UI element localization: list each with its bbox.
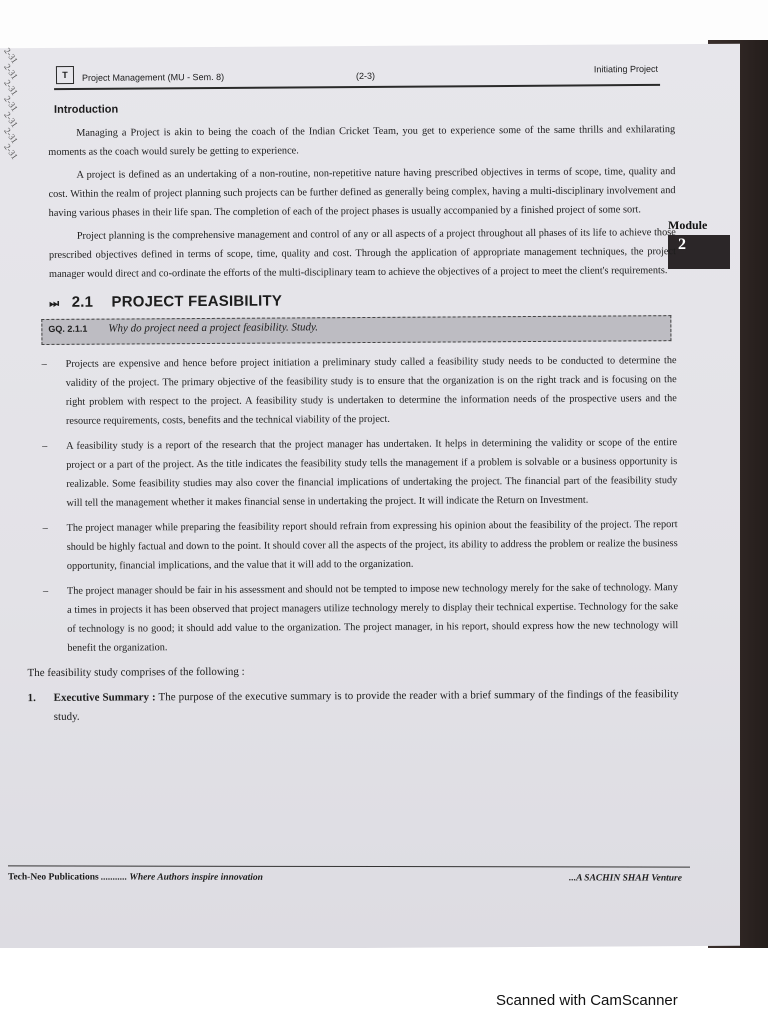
intro-paragraph: A project is defined as an undertaking of a non-routine, non-repetitive nature having prescribed objectives in terms of scope, time, quality and cost. Within the realm of project planning such projects can be further defined as generally being complex, having a multi-disciplinary involvement and having various phases in their life span. The completion of each of the project phases is usually accompanied by a finished project of some sort. xyxy=(48,166,676,219)
list-item-text: A feasibility study is a report of the research that the project manager has undertaken. It helps in determining the validity or scope of the entire project or a part of the project. As the title indicates the feasibility study tells the management if a problem is solvable or a business opportunity is realizable. Some feasibility studies may also cover the financial implications of undertaking the project. The financial part of the feasibility study will tell the management whether it makes financial sense in undertaking the project. It will indicate the Return on Investment. xyxy=(66,437,678,509)
item-number: 1. xyxy=(27,692,36,705)
intro-paragraph: Project planning is the comprehensive management and control of any or all aspects of a project throughout all phases of its life to achieve those prescribed objectives defined in terms of scope, time, quality and cost. Through the application of appropriate management techniques, the project manager would direct and co-ordinate the efforts of the multi-disciplinary team to achieve the objectives of a project to meet the client's requirements. xyxy=(48,227,676,280)
footer-right: ...A SACHIN SHAH Venture xyxy=(568,873,682,884)
section-title: PROJECT FEASIBILITY xyxy=(111,292,283,311)
dash-bullet: – xyxy=(42,440,48,452)
left-margin-fragments xyxy=(0,46,22,346)
footer-left xyxy=(8,872,263,882)
margin-fragment: 2-31 xyxy=(2,109,20,130)
camscanner-watermark: Scanned with CamScanner xyxy=(496,992,678,1009)
footer-brand: Tech-Neo Publications xyxy=(7,872,99,883)
item-text: The purpose of the executive summary is to provide the reader with a brief summary of the findings of the feasibility study. xyxy=(53,688,679,723)
page-content xyxy=(27,100,679,727)
comprises-line: The feasibility study comprises of the following : xyxy=(27,665,245,680)
guided-question-box xyxy=(41,315,671,345)
numbered-item xyxy=(28,685,679,727)
list-item xyxy=(42,351,677,431)
intro-heading: Introduction xyxy=(53,103,119,116)
margin-fragment: 2-31 xyxy=(2,141,20,162)
list-item xyxy=(43,578,678,658)
margin-fragment: 2-31 xyxy=(2,125,20,146)
margin-fragment: 2-31 xyxy=(2,77,20,98)
header-page-number: (2-3) xyxy=(355,70,376,82)
item-label: Executive Summary : xyxy=(53,691,156,704)
module-number: 2 xyxy=(668,235,730,269)
footer-tagline: Where Authors inspire innovation xyxy=(129,872,263,883)
question-text: Why do project need a project feasibility. Study. xyxy=(108,321,319,335)
skip-arrow-icon: ⏭ xyxy=(49,297,60,310)
scan-bottom-margin xyxy=(0,948,768,1024)
module-label: Module xyxy=(668,218,708,232)
margin-fragment: 2-31 xyxy=(2,93,20,114)
margin-fragment: 2-31 xyxy=(2,61,20,82)
section-number: 2.1 xyxy=(71,293,94,311)
module-tab xyxy=(668,218,734,269)
list-item-text: Projects are expensive and hence before project initiation a preliminary study called a feasibility study needs to be conducted to determine the validity of the project. The primary objective of the feasibility study is to ensure that the organization is on the right track and is focusing on the right problem with respect to the project. A feasibility study is undertaken to determine the information needs of the prospective users and the resource requirements, costs, benefits and the technical viability of the project. xyxy=(65,355,677,427)
dash-bullet: – xyxy=(42,585,49,597)
list-item xyxy=(42,433,677,513)
intro-paragraph: Managing a Project is akin to being the coach of the Indian Cricket Team, you get to experience some of the same thrills and exhilarating moments as the coach would surely be getting to experience. xyxy=(48,124,676,158)
question-id: GQ. 2.1.1 xyxy=(48,323,88,334)
list-item-text: The project manager while preparing the feasibility report should refrain from expressing his opinion about the feasibility of the project. The report should be highly factual and down to the point. It should cover all the aspects of the project, its ability to address the problem or realize the business opportunity, financial implications, and the value that it will add to the organization. xyxy=(66,519,678,572)
header-book-title: Project Management (MU - Sem. 8) xyxy=(81,71,225,83)
photo-top-background xyxy=(0,0,768,48)
feasibility-points xyxy=(42,351,679,658)
footer-dots: ........... xyxy=(101,872,128,883)
dash-bullet: – xyxy=(41,358,47,370)
dash-bullet: – xyxy=(42,522,48,534)
list-item xyxy=(43,515,678,576)
section-heading xyxy=(49,290,676,311)
margin-fragment: 2-31 xyxy=(2,45,20,66)
header-chapter: Initiating Project xyxy=(593,63,658,75)
running-header xyxy=(54,62,660,90)
publisher-logo-icon: T xyxy=(56,66,74,84)
list-item-text: The project manager should be fair in his assessment and should not be tempted to impose new technology merely for the sake of technology. Many a times in projects it has been observed that project managers utilize technology merely to display their technical expertise. Technology for the sake of technology is no good; it should add value to the organization. The project manager, in his report, should express how the new technology will benefit the organization. xyxy=(66,582,679,654)
